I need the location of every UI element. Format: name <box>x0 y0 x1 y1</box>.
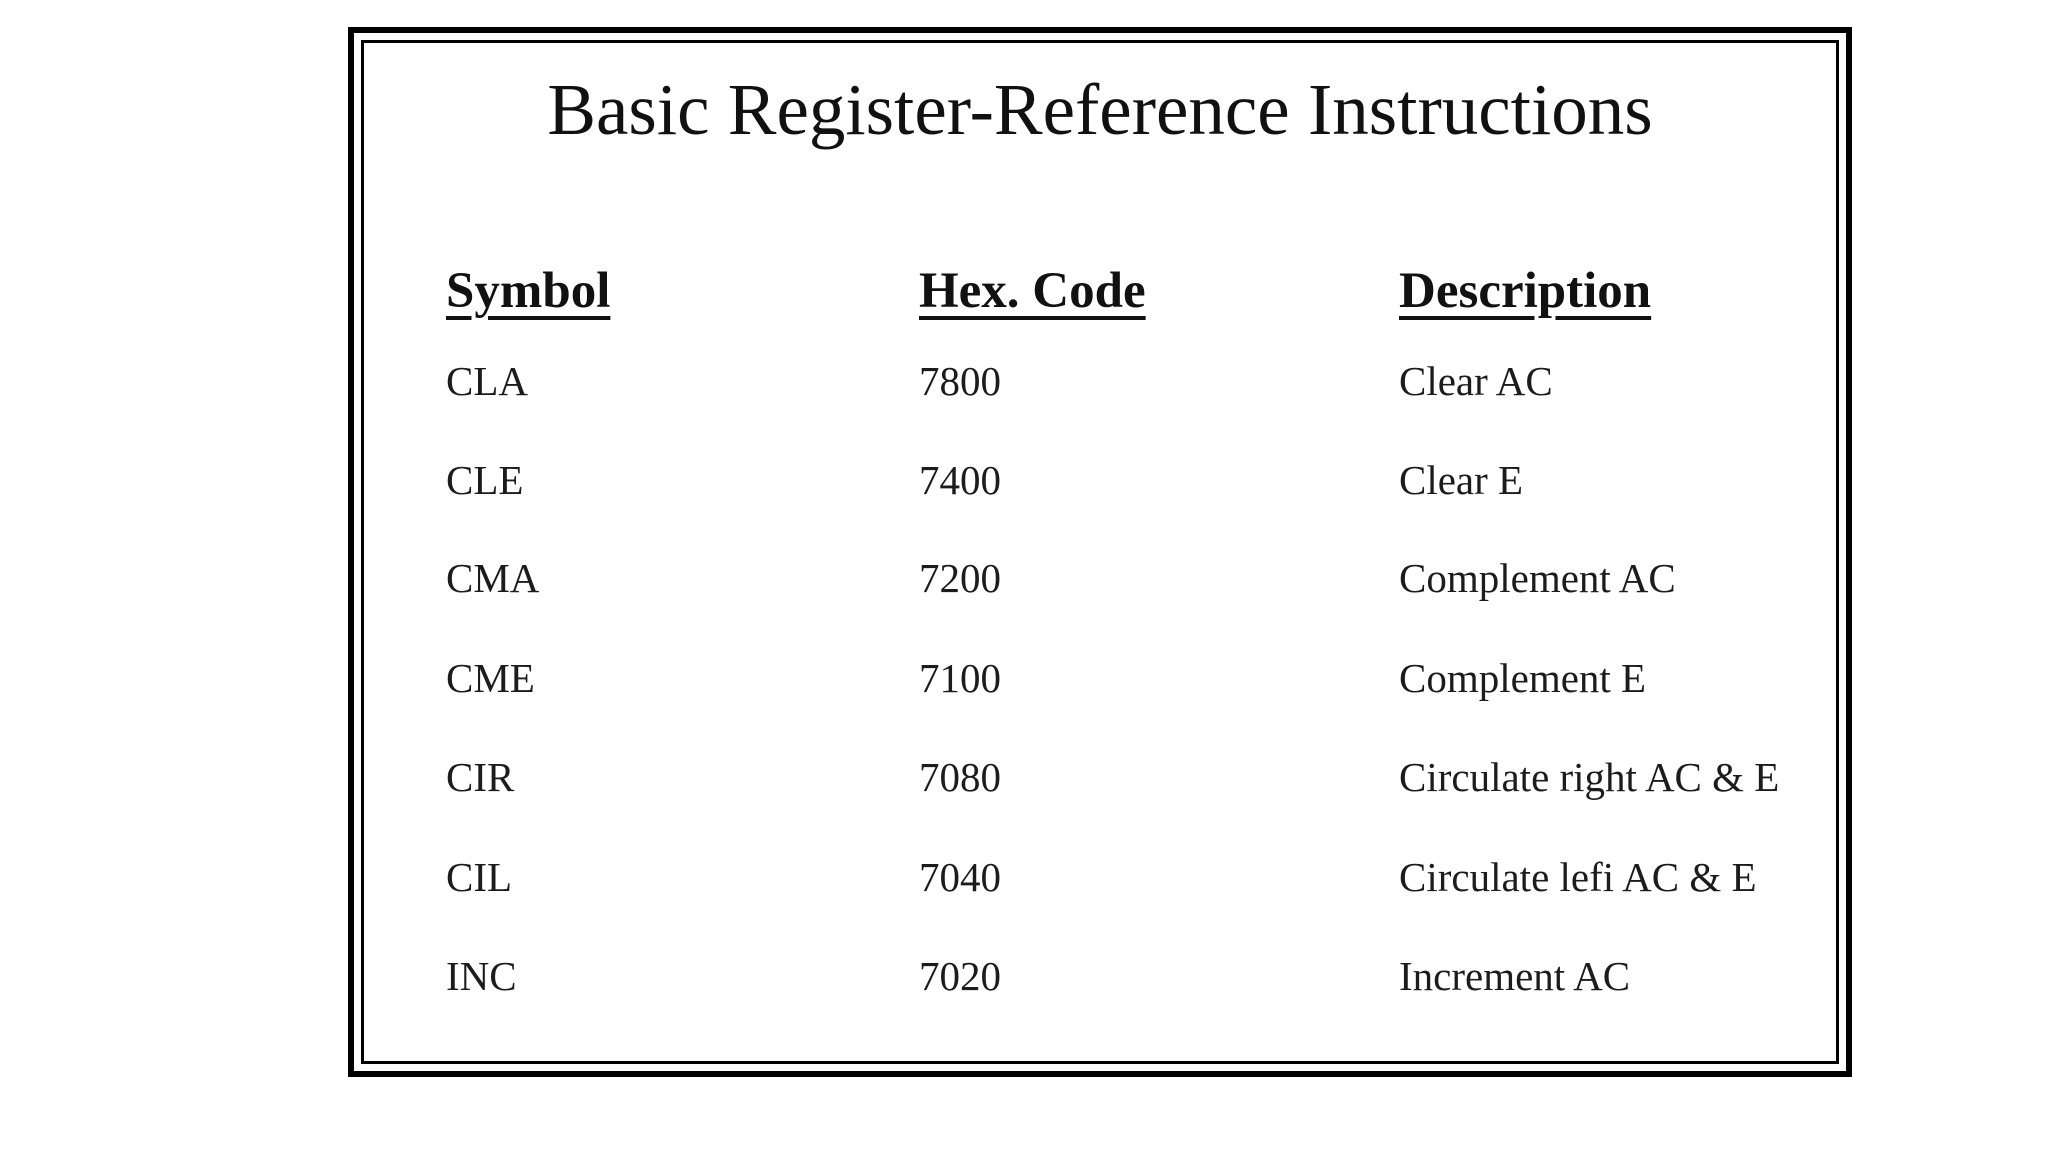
row-symbol: CME <box>446 655 535 701</box>
row-symbol: CIL <box>446 854 513 900</box>
page-title: Basic Register-Reference Instructions <box>547 69 1653 150</box>
row-hex-code: 7200 <box>919 555 1001 601</box>
document-inner-border <box>361 40 1839 1064</box>
header-description: Description <box>1399 263 1652 319</box>
row-description: Clear AC <box>1399 358 1553 404</box>
row-hex-code: 7400 <box>919 457 1001 503</box>
header-symbol: Symbol <box>446 263 611 319</box>
row-symbol: CIR <box>446 754 515 800</box>
row-description: Circulate lefi AC & E <box>1399 854 1757 900</box>
row-symbol: CMA <box>446 555 540 601</box>
row-symbol: CLA <box>446 358 528 404</box>
row-hex-code: 7100 <box>919 655 1001 701</box>
row-description: Complement AC <box>1399 555 1676 601</box>
row-description: Circulate right AC & E <box>1399 754 1780 800</box>
header-hex-code: Hex. Code <box>919 263 1146 319</box>
row-symbol: CLE <box>446 457 524 503</box>
row-hex-code: 7020 <box>919 953 1001 999</box>
row-description: Increment AC <box>1399 953 1631 999</box>
row-description: Complement E <box>1399 655 1647 701</box>
row-symbol: INC <box>446 953 517 999</box>
row-hex-code: 7080 <box>919 754 1001 800</box>
row-hex-code: 7800 <box>919 358 1001 404</box>
row-description: Clear E <box>1399 457 1524 503</box>
row-hex-code: 7040 <box>919 854 1001 900</box>
document-frame <box>348 27 1852 1077</box>
